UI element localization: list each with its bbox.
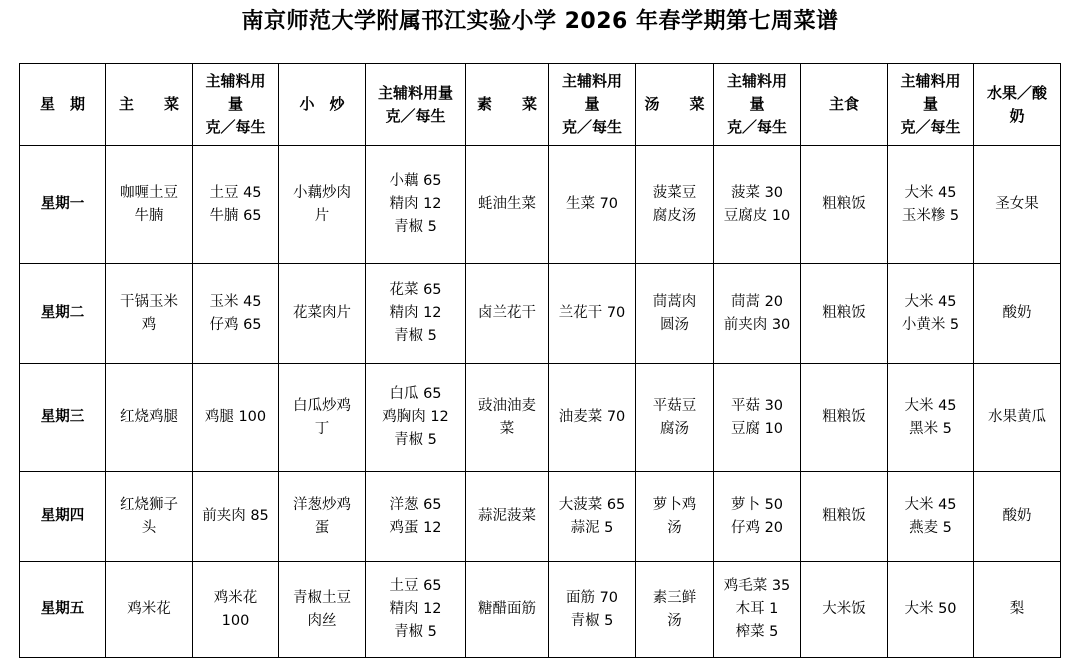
table-cell: 洋葱 65 鸡蛋 12 (366, 472, 466, 562)
table-cell: 豉油油麦 菜 (466, 364, 549, 472)
table-cell: 面筋 70 青椒 5 (549, 562, 636, 658)
table-cell: 菠菜豆 腐皮汤 (636, 146, 714, 264)
table-cell: 卤兰花干 (466, 264, 549, 364)
table-cell: 油麦菜 70 (549, 364, 636, 472)
table-cell: 平菇豆 腐汤 (636, 364, 714, 472)
table-cell: 粗粮饭 (801, 472, 888, 562)
table-row (20, 264, 1061, 364)
header-staple-qty: 主辅料用 量 克／每生 (888, 64, 974, 146)
table-row (20, 562, 1061, 658)
table-cell: 土豆 65 精肉 12 青椒 5 (366, 562, 466, 658)
header-day: 星 期 (20, 64, 106, 146)
table-cell: 红烧狮子 头 (106, 472, 193, 562)
table-row (20, 146, 1061, 264)
table-cell: 咖喱土豆 牛腩 (106, 146, 193, 264)
header-vegetable-qty: 主辅料用 量 克／每生 (549, 64, 636, 146)
table-cell: 酸奶 (974, 264, 1061, 364)
table-cell: 鸡毛菜 35 木耳 1 榨菜 5 (714, 562, 801, 658)
table-cell: 蚝油生菜 (466, 146, 549, 264)
day-cell: 星期三 (20, 364, 106, 472)
table-cell: 鸡腿 100 (193, 364, 279, 472)
header-vegetable: 素 菜 (466, 64, 549, 146)
table-cell: 粗粮饭 (801, 264, 888, 364)
menu-table (19, 63, 1061, 658)
table-cell: 平菇 30 豆腐 10 (714, 364, 801, 472)
table-cell: 蒜泥菠菜 (466, 472, 549, 562)
table-cell: 大米饭 (801, 562, 888, 658)
day-cell: 星期四 (20, 472, 106, 562)
header-staple: 主食 (801, 64, 888, 146)
table-cell: 大米 45 玉米糁 5 (888, 146, 974, 264)
table-cell: 水果黄瓜 (974, 364, 1061, 472)
day-cell: 星期五 (20, 562, 106, 658)
table-cell: 素三鲜 汤 (636, 562, 714, 658)
table-cell: 粗粮饭 (801, 364, 888, 472)
table-row (20, 364, 1061, 472)
table-cell: 萝卜 50 仔鸡 20 (714, 472, 801, 562)
header-row (20, 64, 1061, 146)
table-cell: 洋葱炒鸡 蛋 (279, 472, 366, 562)
table-cell: 茼蒿肉 圆汤 (636, 264, 714, 364)
table-cell: 大米 50 (888, 562, 974, 658)
table-cell: 花菜肉片 (279, 264, 366, 364)
table-cell: 红烧鸡腿 (106, 364, 193, 472)
table-cell: 玉米 45 仔鸡 65 (193, 264, 279, 364)
table-cell: 小藕 65 精肉 12 青椒 5 (366, 146, 466, 264)
table-cell: 大米 45 黑米 5 (888, 364, 974, 472)
header-stir-fry-qty: 主辅料用量 克／每生 (366, 64, 466, 146)
table-cell: 酸奶 (974, 472, 1061, 562)
table-cell: 前夹肉 85 (193, 472, 279, 562)
table-cell: 圣女果 (974, 146, 1061, 264)
table-cell: 糖醋面筋 (466, 562, 549, 658)
page-title: 南京师范大学附属邗江实验小学 2026 年春学期第七周菜谱 (241, 9, 839, 34)
table-cell: 萝卜鸡 汤 (636, 472, 714, 562)
table-cell: 菠菜 30 豆腐皮 10 (714, 146, 801, 264)
table-cell: 大菠菜 65 蒜泥 5 (549, 472, 636, 562)
header-soup-qty: 主辅料用 量 克／每生 (714, 64, 801, 146)
table-cell: 生菜 70 (549, 146, 636, 264)
table-cell: 小藕炒肉 片 (279, 146, 366, 264)
table-cell: 白瓜炒鸡 丁 (279, 364, 366, 472)
table-row (20, 472, 1061, 562)
table-cell: 鸡米花 100 (193, 562, 279, 658)
table-cell: 花菜 65 精肉 12 青椒 5 (366, 264, 466, 364)
table-cell: 白瓜 65 鸡胸肉 12 青椒 5 (366, 364, 466, 472)
header-main-dish: 主 菜 (106, 64, 193, 146)
table-cell: 鸡米花 (106, 562, 193, 658)
table-cell: 茼蒿 20 前夹肉 30 (714, 264, 801, 364)
table-cell: 兰花干 70 (549, 264, 636, 364)
header-stir-fry: 小 炒 (279, 64, 366, 146)
table-cell: 干锅玉米 鸡 (106, 264, 193, 364)
header-soup: 汤 菜 (636, 64, 714, 146)
table-cell: 粗粮饭 (801, 146, 888, 264)
table-cell: 梨 (974, 562, 1061, 658)
day-cell: 星期二 (20, 264, 106, 364)
table-cell: 大米 45 燕麦 5 (888, 472, 974, 562)
day-cell: 星期一 (20, 146, 106, 264)
table-cell: 大米 45 小黄米 5 (888, 264, 974, 364)
header-fruit-yogurt: 水果／酸 奶 (974, 64, 1061, 146)
header-main-dish-qty: 主辅料用 量 克／每生 (193, 64, 279, 146)
table-cell: 青椒土豆 肉丝 (279, 562, 366, 658)
table-cell: 土豆 45 牛腩 65 (193, 146, 279, 264)
